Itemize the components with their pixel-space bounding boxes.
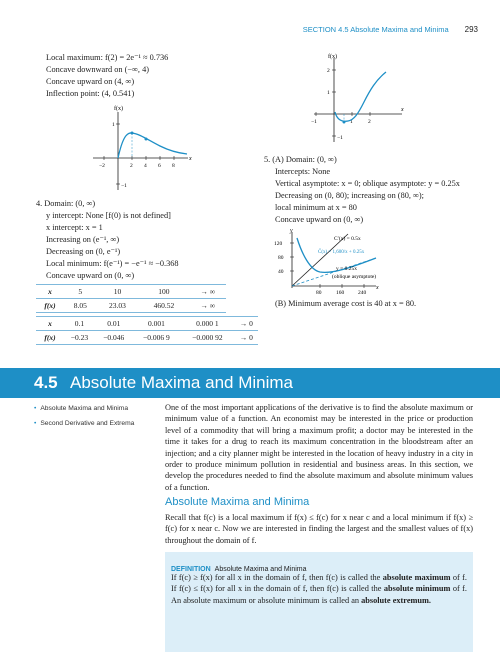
- section-banner: [0, 368, 500, 398]
- toc-item[interactable]: • Absolute Maxima and Minima: [34, 405, 129, 412]
- asymptote-note: (oblique asymptote): [332, 274, 377, 280]
- definition-label: DEFINITION: [171, 566, 211, 573]
- answer-line: Intercepts: None: [275, 167, 331, 176]
- subsection-heading: Absolute Maxima and Minima: [165, 496, 310, 508]
- x-tick: −1: [311, 119, 317, 125]
- y-tick: −1: [337, 135, 343, 141]
- y-tick: 1: [327, 90, 330, 96]
- table-cell: 0.001: [133, 317, 181, 331]
- definition-term: absolute extremum.: [361, 595, 432, 605]
- definition-term: absolute maximum: [382, 573, 451, 582]
- answer-line: Local minimum: f(e⁻¹) = −e⁻¹ ≈ −0.368: [46, 259, 179, 268]
- answer-line: Decreasing on (0, e⁻¹): [46, 247, 121, 256]
- y-axis-label: f(x): [114, 106, 123, 112]
- table-cell: 0.01: [95, 317, 133, 331]
- answer-line: x intercept: x = 1: [46, 223, 103, 232]
- function-curve: [118, 133, 187, 158]
- table-cell: x: [36, 317, 64, 331]
- answer-line: Concave upward on (0, ∞): [275, 215, 364, 224]
- table-cell: → ∞: [189, 285, 226, 299]
- graph-exercise-3: [88, 100, 198, 195]
- y-tick: 2: [327, 68, 330, 74]
- part-b-answer: (B) Minimum average cost is 40 at x = 80.: [275, 299, 417, 308]
- min-point: [343, 121, 346, 124]
- inflection-point: [145, 138, 148, 141]
- table-cell: f(x): [36, 299, 64, 313]
- table-cell: x: [36, 285, 64, 299]
- table-row: [36, 331, 258, 345]
- answer-line: Vertical asymptote: x = 0; oblique asymptote: y = 0.25x: [275, 179, 460, 188]
- table-cell: f(x): [36, 331, 64, 345]
- running-header: [303, 25, 478, 34]
- table-cell: 100: [138, 285, 189, 299]
- table-cell: 10: [97, 285, 139, 299]
- curve-label: C′(x) = 0.5x: [334, 236, 361, 242]
- answer-line: 4. Domain: (0, ∞): [36, 199, 96, 208]
- x-tick: 80: [316, 290, 322, 294]
- table-row: [36, 285, 226, 299]
- table-cell: −0.046: [95, 331, 133, 345]
- table-cell: 5: [64, 285, 97, 299]
- table-cell: 8.05: [64, 299, 97, 313]
- recall-paragraph: Recall that f(c) is a local maximum if f(x) ≤ f(c) for x near c and a local minimum if f(x) ≥ f(c) for x near c. Now we are interested in finding the largest and the smallest values of f(x) throughout the domain of f.: [165, 513, 473, 545]
- answer-line: Concave upward on (0, ∞): [46, 271, 135, 280]
- answer-line: Increasing on (e⁻¹, ∞): [46, 235, 120, 244]
- intro-paragraph: One of the most important applications of the derivative is to find the absolute maximum or minimum value of a function. An economist may be interested in the price or production level of a commodity that will bring a maximum profit; a doctor may be interested in the time it takes for a drug to reach its maximum concentration in the bloodstream after an injection; and a city planner might be interested in the location of heavy industry in a city in order to produce minimum pollution in residential and business areas. In this section, we develop the procedures needed to find the absolute maximum and absolute minimum values of a function.: [165, 403, 473, 492]
- x-tick: 1: [350, 119, 353, 125]
- answer-line: Decreasing on (0, 80); increasing on (80, ∞);: [275, 191, 424, 200]
- page-number: 293: [464, 25, 478, 34]
- values-table-large-x: [36, 284, 226, 313]
- y-axis-label: f(x): [328, 54, 337, 60]
- y-tick: 80: [278, 255, 284, 261]
- table-cell: −0.006 9: [133, 331, 181, 345]
- graph-average-cost: [270, 226, 410, 294]
- table-cell: 23.03: [97, 299, 139, 313]
- max-point: [131, 132, 134, 135]
- table-cell: → 0: [235, 331, 258, 345]
- x-tick: 240: [358, 290, 367, 294]
- x-tick: 4: [144, 163, 147, 169]
- definition-text-part: of f. If f(c) ≤ f(x) for all x in the domain of f, then f(c) is called the: [171, 573, 468, 594]
- answer-line: Inflection point: (4, 0.541): [46, 89, 135, 98]
- definition-box: [165, 552, 473, 652]
- x-tick: 6: [158, 163, 161, 169]
- c-bar-label: C̄(x) = 1,600/x + 0.25x: [318, 250, 365, 255]
- x-tick: 8: [172, 163, 175, 169]
- toc-item-label: Absolute Maxima and Minima: [40, 405, 129, 412]
- x-tick: 2: [130, 163, 133, 169]
- x-tick: −2: [99, 163, 105, 169]
- section-header: SECTION 4.5 Absolute Maxima and Minima: [302, 25, 449, 34]
- x-axis-label: x: [189, 156, 192, 162]
- graph-exercise-4: [306, 50, 406, 150]
- table-cell: −0.000 92: [180, 331, 234, 345]
- table-row: [36, 299, 226, 313]
- y-tick: −1: [121, 183, 127, 189]
- values-table-small-x: [36, 316, 258, 345]
- y-tick: 40: [278, 269, 284, 275]
- answer-line: Concave upward on (4, ∞): [46, 77, 135, 86]
- definition-term: absolute minimum: [383, 584, 451, 594]
- answer-line: Local maximum: f(2) = 2e⁻¹ ≈ 0.736: [46, 53, 169, 62]
- answer-line: 5. (A) Domain: (0, ∞): [264, 155, 337, 164]
- toc-item[interactable]: • Second Derivative and Extrema: [34, 420, 135, 427]
- answer-line: local minimum at x = 80: [275, 203, 357, 212]
- x-axis-label: x: [376, 285, 379, 291]
- table-cell: 0.1: [64, 317, 95, 331]
- definition-text-part: of f. An absolute maximum or absolute minimum is called an: [171, 584, 467, 605]
- answer-line: y intercept: None [f(0) is not defined]: [46, 211, 171, 220]
- table-cell: 0.000 1: [180, 317, 234, 331]
- answer-line: Concave downward on (−∞, 4): [46, 65, 149, 74]
- table-cell: → 0: [235, 317, 258, 331]
- y-axis-label: y: [290, 228, 293, 234]
- y-tick: 1: [112, 122, 115, 128]
- x-axis-label: x: [401, 107, 404, 113]
- y-tick: 120: [274, 241, 283, 247]
- definition-text: [171, 572, 467, 606]
- definition-title: Absolute Maxima and Minima: [214, 566, 307, 573]
- table-cell: −0.23: [64, 331, 95, 345]
- section-title: Absolute Maxima and Minima: [70, 373, 293, 392]
- x-tick: 2: [368, 119, 371, 125]
- table-cell: 460.52: [138, 299, 189, 313]
- section-number: 4.5: [34, 373, 58, 392]
- table-cell: → ∞: [189, 299, 226, 313]
- x-tick: 160: [336, 290, 345, 294]
- toc-item-label: Second Derivative and Extrema: [40, 420, 135, 427]
- asymptote-label: y = 0.25x: [336, 266, 357, 272]
- definition-text-part: If f(c) ≥ f(x) for all x in the domain of f, then f(c) is called the: [171, 573, 383, 582]
- table-row: [36, 317, 258, 331]
